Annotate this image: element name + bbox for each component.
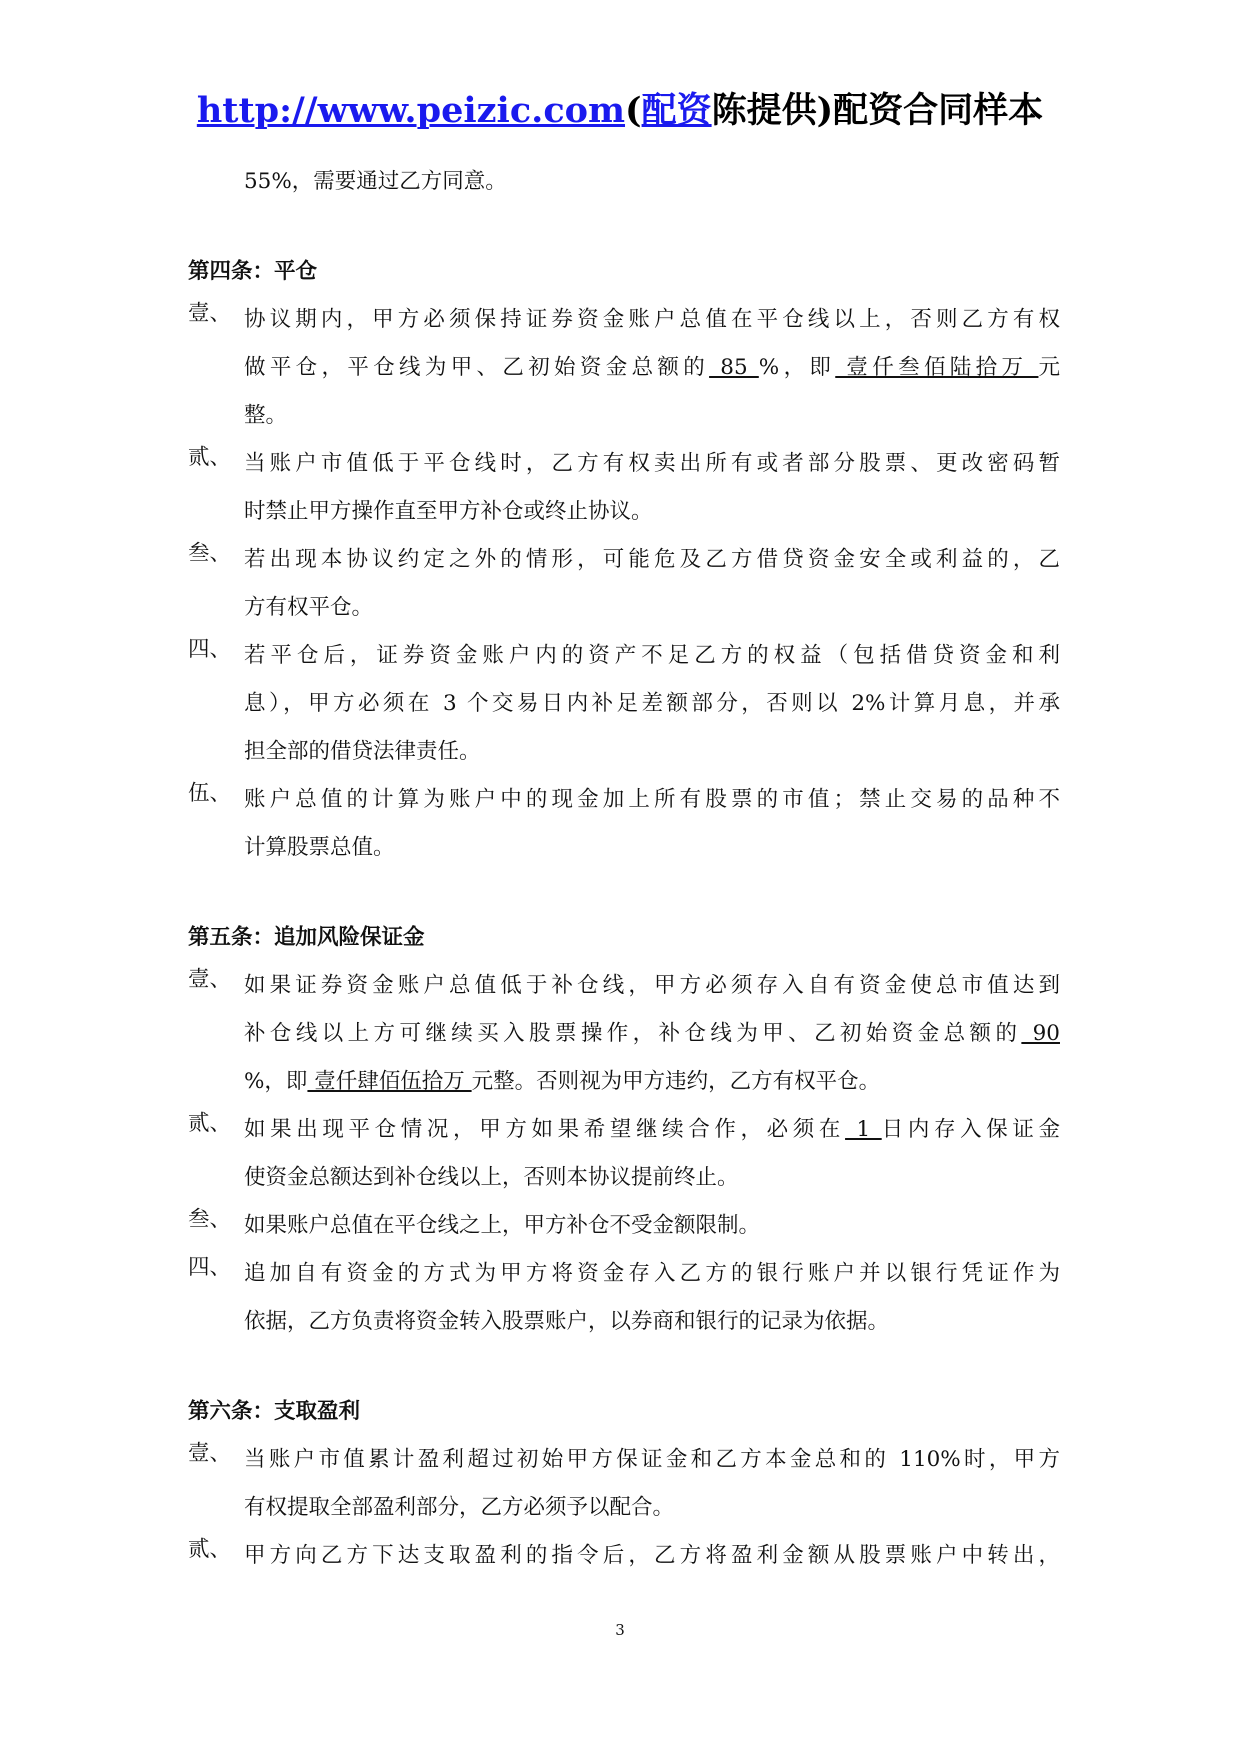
item-line: 使资金总额达到补仓线以上，否则本协议提前终止。 xyxy=(244,1165,739,1190)
item-line: 时禁止甲方操作直至甲方补仓或终止协议。 xyxy=(244,499,653,524)
item-line xyxy=(244,1058,1060,1106)
item-line: 计算股票总值。 xyxy=(244,835,395,860)
sec4-item-4 xyxy=(188,632,1060,776)
item-number: 壹、 xyxy=(188,301,232,326)
item-line: 当账户市值累计盈利超过初始甲方保证金和乙方本金总和的 110%时，甲方 xyxy=(244,1447,1060,1472)
item-line xyxy=(244,344,1060,392)
item-line: 整。 xyxy=(244,403,288,428)
item-number: 叁、 xyxy=(188,541,232,566)
item-line xyxy=(244,1106,1060,1154)
item-number: 贰、 xyxy=(188,445,232,470)
page-number: 3 xyxy=(615,1621,625,1639)
item-line: 若平仓后，证券资金账户内的资产不足乙方的权益（包括借贷资金和利 xyxy=(244,643,1060,668)
item-line: 息），甲方必须在 3 个交易日内补足差额部分，否则以 2%计算月息，并承 xyxy=(244,691,1060,716)
header-title-rest: 陈提供)配资合同样本 xyxy=(711,90,1044,131)
item-number: 四、 xyxy=(188,1255,232,1280)
sec4-item-3 xyxy=(188,536,1060,632)
close-amount-value: 壹仟叁佰陆拾万 xyxy=(835,355,1039,380)
item-number: 四、 xyxy=(188,637,232,662)
sec5-item-3 xyxy=(188,1202,1060,1250)
item-line: 协议期内，甲方必须保持证券资金账户总值在平仓线以上，否则乙方有权 xyxy=(244,307,1060,332)
sec5-item-2 xyxy=(188,1106,1060,1202)
item-line: 依据，乙方负责将资金转入股票账户，以券商和银行的记录为依据。 xyxy=(244,1309,890,1334)
header-link-peizi[interactable]: 配资 xyxy=(641,90,712,131)
item-line: 有权提取全部盈利部分，乙方必须予以配合。 xyxy=(244,1495,675,1520)
item-line: 如果账户总值在平仓线之上，甲方补仓不受金额限制。 xyxy=(244,1213,761,1238)
text-run: 做平仓，平仓线为甲、乙初始资金总额的 xyxy=(244,355,710,380)
sec6-item-1 xyxy=(188,1436,1060,1532)
header-link[interactable]: http://www.peizic.com xyxy=(196,90,626,131)
text-run: 如果出现平仓情况，甲方如果希望继续合作，必须在 xyxy=(244,1117,846,1142)
item-number: 贰、 xyxy=(188,1537,232,1562)
add-ratio-value: 90 xyxy=(1021,1021,1060,1046)
text-run: 元 xyxy=(1038,355,1060,380)
close-ratio-value: 85 xyxy=(709,355,759,380)
document-body xyxy=(188,158,1060,1580)
deposit-days-value: 1 xyxy=(845,1117,882,1142)
sec4-item-2 xyxy=(188,440,1060,536)
text-run: %，即 xyxy=(758,355,836,380)
page-header xyxy=(0,84,1240,138)
header-paren: ( xyxy=(625,90,642,131)
section-6-title: 第六条：支取盈利 xyxy=(188,1399,361,1424)
intro-line: 55%，需要通过乙方同意。 xyxy=(244,169,507,194)
item-number: 壹、 xyxy=(188,967,232,992)
text-run: 补仓线以上方可继续买入股票操作，补仓线为甲、乙初始资金总额的 xyxy=(244,1021,1022,1046)
item-line xyxy=(244,1010,1060,1058)
text-run: 元整。否则视为甲方违约，乙方有权平仓。 xyxy=(471,1069,881,1094)
section-4-title: 第四条：平仓 xyxy=(188,259,318,284)
item-line: 追加自有资金的方式为甲方将资金存入乙方的银行账户并以银行凭证作为 xyxy=(244,1261,1060,1286)
text-run: 日内存入保证金 xyxy=(881,1117,1060,1142)
item-line: 担全部的借贷法律责任。 xyxy=(244,739,481,764)
item-line: 账户总值的计算为账户中的现金加上所有股票的市值；禁止交易的品种不 xyxy=(244,787,1060,812)
item-number: 伍、 xyxy=(188,781,232,806)
item-line: 如果证券资金账户总值低于补仓线，甲方必须存入自有资金使总市值达到 xyxy=(244,973,1060,998)
item-line: 方有权平仓。 xyxy=(244,595,374,620)
item-line: 当账户市值低于平仓线时，乙方有权卖出所有或者部分股票、更改密码暂 xyxy=(244,451,1060,476)
text-run: %，即 xyxy=(244,1069,308,1094)
add-amount-value: 壹仟肆佰伍拾万 xyxy=(307,1069,472,1094)
item-line: 若出现本协议约定之外的情形，可能危及乙方借贷资金安全或利益的，乙 xyxy=(244,547,1060,572)
item-number: 贰、 xyxy=(188,1111,232,1136)
item-number: 叁、 xyxy=(188,1207,232,1232)
sec6-item-2 xyxy=(188,1532,1060,1580)
item-number: 壹、 xyxy=(188,1441,232,1466)
sec5-item-1 xyxy=(188,962,1060,1106)
sec4-item-5 xyxy=(188,776,1060,872)
sec4-item-1 xyxy=(188,296,1060,440)
section-5-title: 第五条：追加风险保证金 xyxy=(188,925,425,950)
sec5-item-4 xyxy=(188,1250,1060,1346)
item-line: 甲方向乙方下达支取盈利的指令后，乙方将盈利金额从股票账户中转出， xyxy=(244,1543,1060,1568)
